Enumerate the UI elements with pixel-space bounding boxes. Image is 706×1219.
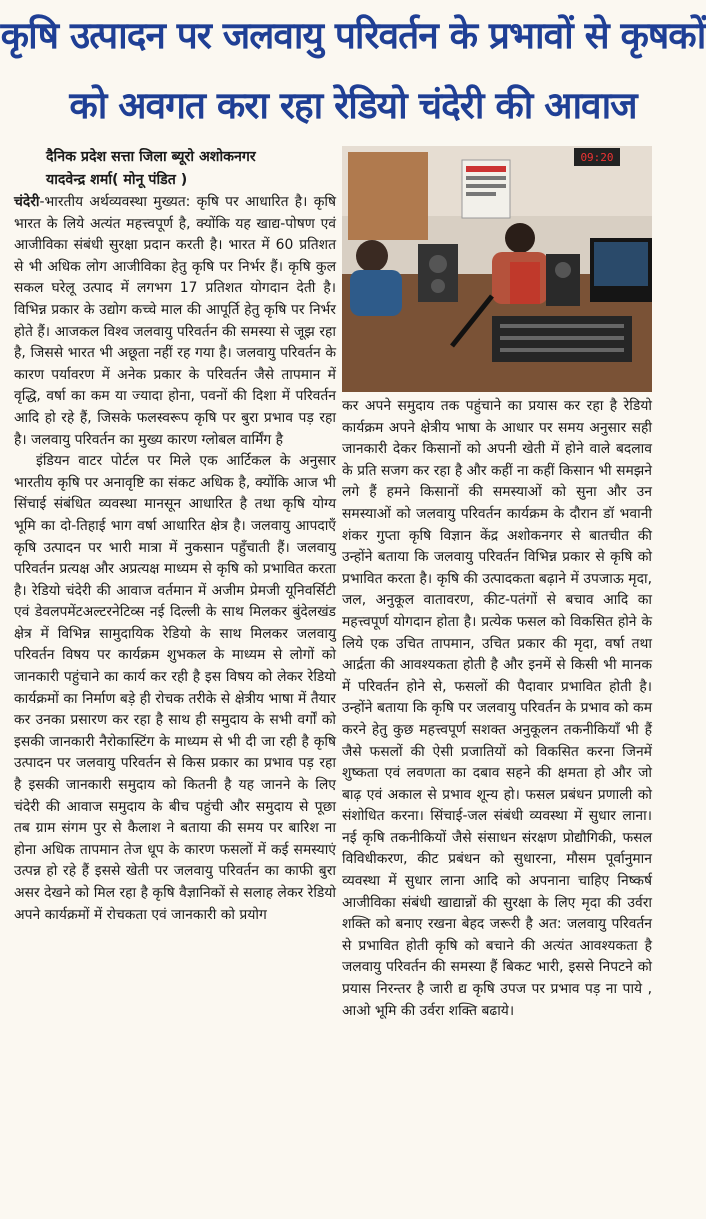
headline-line-2: को अवगत करा रहा रेडियो चंदेरी की आवाज: [69, 84, 637, 127]
byline-author: यादवेन्द्र शर्मा( मोनू पंडित ): [46, 172, 188, 188]
studio-photo-illustration: [342, 146, 652, 392]
presenter-left-body: [350, 270, 402, 316]
byline-bureau: दैनिक प्रदेश सत्ता जिला ब्यूरो अशोकनगर: [46, 149, 256, 165]
speaker-right: [546, 254, 580, 306]
byline: [46, 146, 336, 192]
presenter-left-head: [356, 240, 388, 272]
article-paragraph: [14, 192, 336, 451]
radio-studio-photo: [342, 146, 652, 392]
article-left-column: [14, 192, 336, 926]
clock-readout: 09:20: [580, 151, 614, 164]
dateline: चंदेरी: [14, 194, 40, 210]
presenter-right-head: [505, 223, 535, 253]
article-right-column: [342, 396, 652, 1022]
wooden-door: [348, 152, 428, 240]
article-paragraph: कर अपने समुदाय तक पहुंचाने का प्रयास कर रहा है रेडियो कार्यक्रम अपने क्षेत्रीय भाषा के आधार पर समय अनुसार सही जानकारी देकर किसानों को अपनी खेती में होने वाले बदलाव के प्रति सजग कर रहा है और कहीं ना कहीं किसान भी समझने लगे हैं हमने किसानों की समस्याओं को सुना और उन समस्याओं को जलवायु परिवर्तन कार्यक्रम के दौरान डॉ भवानी शंकर गुप्ता कृषि विज्ञान केंद्र अशोकनगर से बातचीत की उन्होंने बताया कि जलवायु परिवर्तन विभिन्न प्रकार से कृषि को प्रभावित करता है। कृषि की उत्पादकता बढ़ाने में उपजाऊ मृदा, जल, अनुकूल वातावरण, कीट-पतंगों से बचाव आदि का महत्त्वपूर्ण योगदान होता है। प्रत्येक फसल को विकसित होने के लिये एक उचित तापमान, उचित प्रकार की मृदा, वर्षा तथा आर्द्रता की आवश्यकता होती है और इनमें से किसी भी मानक में परिवर्तन होने से, फसलों की पैदावार प्रभावित होती है। उन्होंने बताया कि कृषि पर जलवायु परिवर्तन के प्रभाव को कम करने हेतु कुछ महत्त्वपूर्ण सशक्त अनुकूलन तकनीकियाँ भी हैं जैसे फसलों की ऐसी प्रजातियों को विकसित करना जिनमें शुष्कता एवं लवणता का दबाव सहने की क्षमता हो और जो बाढ़ एवं अकाल से प्रभाव शून्य हो। फसल प्रबंधन प्रणाली को संशोधित करना। सिंचाई-जल संबंधी व्यवस्था में सुधार लाना। नई कृषि तकनीकियों जैसे संसाधन संरक्षण प्रोद्यौगिकी, फसल विविधीकरण, कीट प्रबंधन को सुधारना, मौसम पूर्वानुमान व्यवस्था में सुधार लाना आदि को अपनाना चाहिए निष्कर्ष आजीविका संबंधी खाद्यान्नों की सुरक्षा के लिए मृदा की उर्वरा शक्ति को बनाए रखना बेहद जरूरी है अत: जलवायु परिवर्तन से प्रभावित होती कृषि को बचाने की अत्यंत आवश्यकता है जलवायु परिवर्तन की समस्या हैं बिकट भारी, इससे निपटने को प्रयास निरन्तर है जारी द्य कृषि उपज पर प्रभाव पड़ ना पाये , आओ भूमि की उर्वरा शक्ति बढाये।: [342, 398, 652, 1019]
article-paragraph: इंडियन वाटर पोर्टल पर मिले एक आर्टिकल के अनुसार भारतीय कृषि पर अनावृष्टि का संकट अधिक है, क्योंकि आज भी सिंचाई संबंधित व्यवस्था मानसून आधारित है तथा कृषि योग्य भूमि का दो-तिहाई भाग वर्षा आधारित क्षेत्र है। जलवायु आपदाएँ कृषि उत्पादन पर भारी मात्रा में नुकसान पहुँचाती हैं। जलवायु परिवर्तन प्रत्यक्ष और अप्रत्यक्ष माध्यम से कृषि को प्रभावित करता है। रेडियो चंदेरी की आवाज वर्तमान में अजीम प्रेमजी यूनिवर्सिटी एवं डेवलपमेंटअल्टरनेटिव्स नई दिल्ली के साथ मिलकर बुंदेलखंड क्षेत्र में विभिन्न सामुदायिक रेडियो के साथ मिलकर जलवायु परिवर्तन विषय पर कार्यक्रम शुभकल के माध्यम से लोगों को जानकारी पहुंचाने का कार्य कर रही है इस विषय को लेकर रेडियो कार्यक्रमों का निर्माण बड़े ही रोचक तरीके से क्षेत्रीय भाषा में तैयार कर उनका प्रसारण कर रहा है साथ ही समुदाय के सभी वर्गों को इसकी जानकारी नैरोकास्टिंग के माध्यम से भी दी जा रही है कृषि उत्पादन पर जलवायु परिवर्तन से किस प्रकार का प्रभाव पड़ रहा है इसकी जानकारी समुदाय को कितनी है यह जानने के लिए चंदेरी की आवाज समुदाय के बीच पहुंची और समुदाय से पूछा तब ग्राम संगम पुर से कैलाश ने बताया की समय पर बारिश ना होना अधिक तापमान तेज धूप के कारण फसलों में कई समस्याएं उत्पन्न हो रहे हैं इससे खेती पर जलवायु परिवर्तन का काफी बुरा असर देखने को मिल रहा है कृषि वैज्ञानिकों से सलाह लेकर रेडियो अपने कार्यक्रमों में रोचकता एवं जानकारी को प्रयोग: [14, 453, 336, 923]
headline-line-1: कृषि उत्पादन पर जलवायु परिवर्तन के प्रभावों से कृषकों: [0, 14, 706, 57]
handheld-sign: [510, 262, 540, 304]
paragraph-text: -भारतीय अर्थव्यवस्था मुख्यत: कृषि पर आधारित है। कृषि भारत के लिये अत्यंत महत्त्वपूर्ण है, क्योंकि यह खाद्य-पोषण एवं आजीविका संबंधी सुरक्षा प्रदान करती है। भारत में 60 प्रतिशत से भी अधिक लोग आजीविका हेतु कृषि पर निर्भर हैं। कृषि कुल सकल घरेलू उत्पाद में लगभग 17 प्रतिशत योगदान देती है। विभिन्न प्रकार के उद्योग कच्चे माल की आपूर्ति हेतु कृषि पर निर्भर होते हैं। आजकल विश्व जलवायु परिवर्तन की समस्या से जूझ रहा है, जिससे भारत भी अछूता नहीं रह गया है। जलवायु परिवर्तन के कारण पर्यावरण में अनेक प्रकार के परिवर्तन जैसे तापमान में वृद्धि, वर्षा का कम या ज्यादा होना, पवनों की दिशा में परिवर्तन आदि हो रहे हैं, जिसके फलस्वरूप कृषि पर बुरा प्रभाव पड़ रहा है। जलवायु परिवर्तन का मुख्य कारण ग्लोबल वार्मिंग है: [14, 194, 336, 448]
